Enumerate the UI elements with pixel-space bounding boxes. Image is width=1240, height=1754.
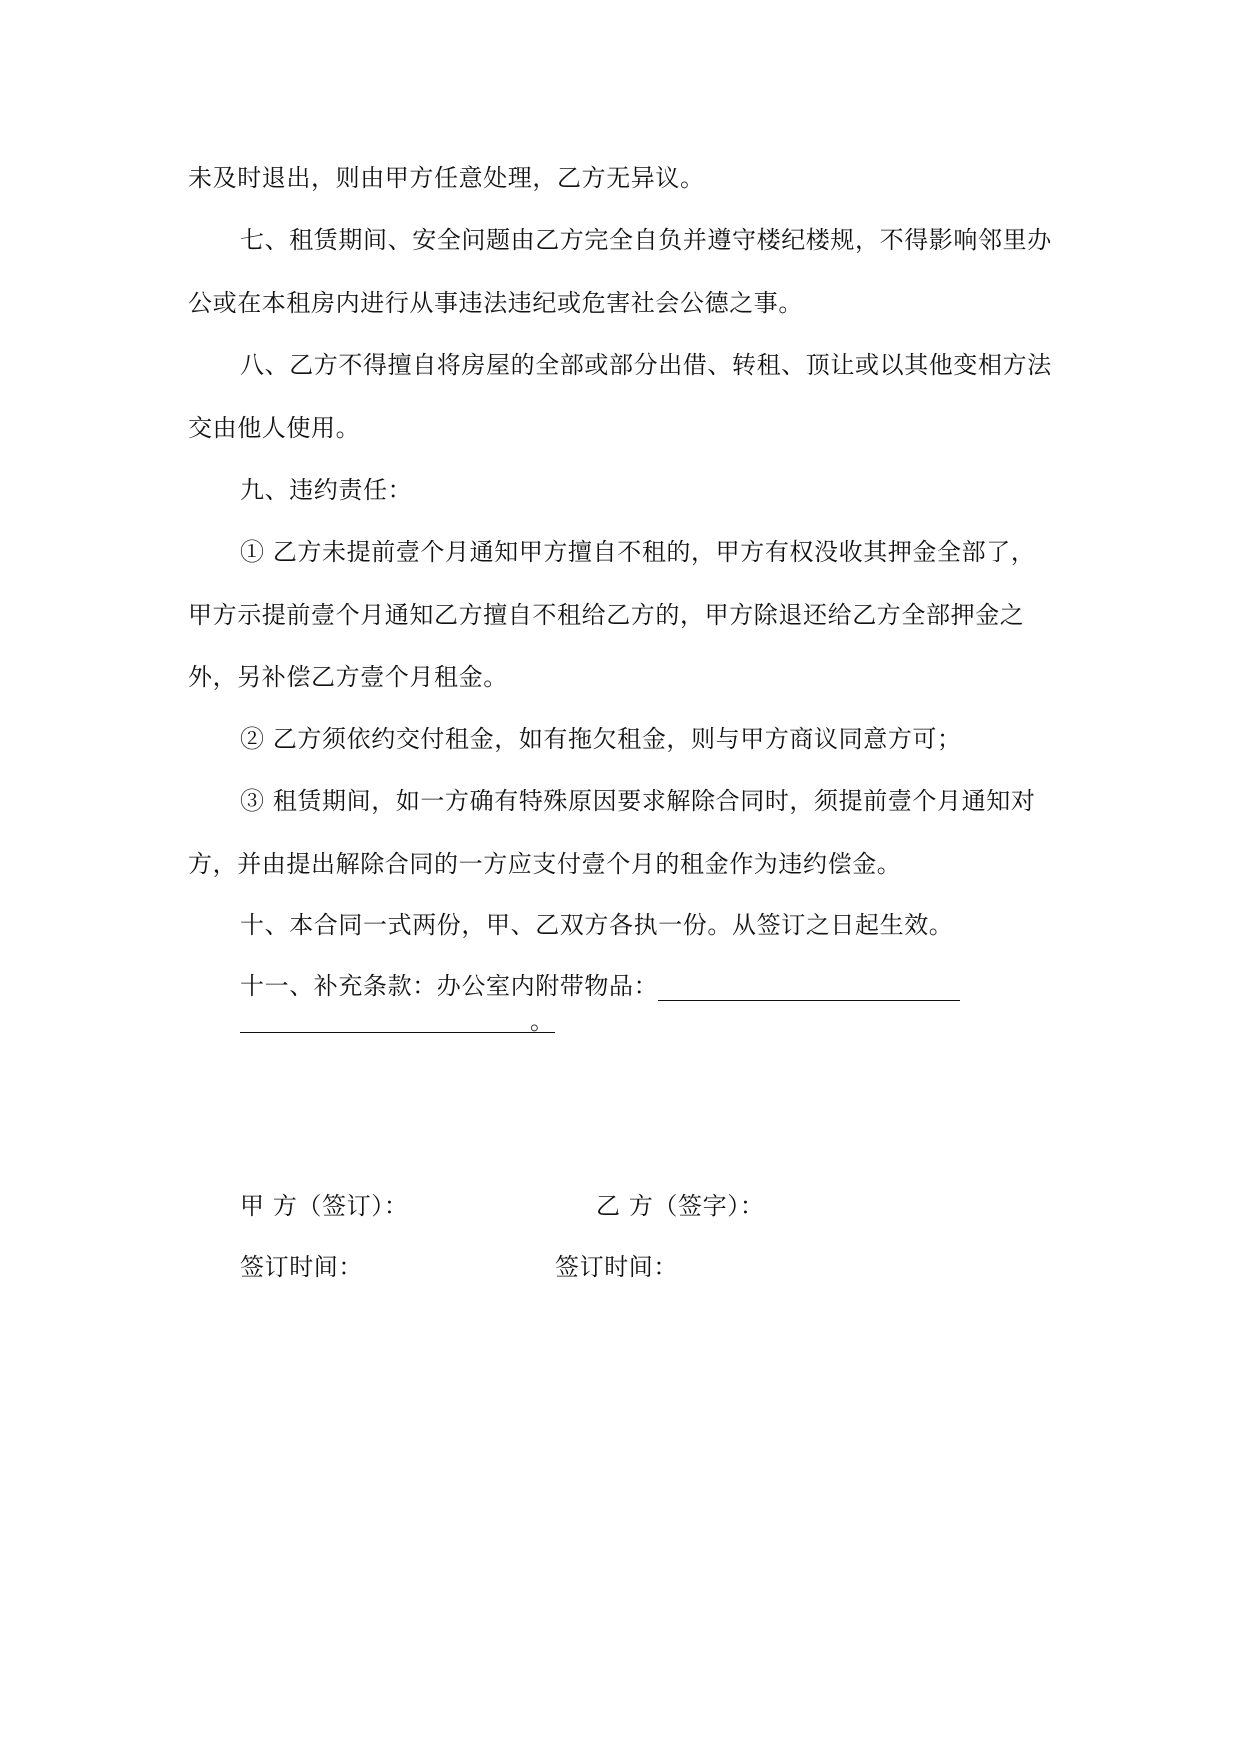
clause-11 bbox=[240, 971, 960, 1001]
text-line: 公或在本租房内进行从事违法违纪或危害社会公德之事。 bbox=[188, 289, 803, 317]
text-line: 外，另补偿乙方壹个月租金。 bbox=[188, 663, 508, 691]
party-b-sign-label: 乙 方（签字）： bbox=[596, 1192, 765, 1220]
clause-9-item-1: ① 乙方未提前壹个月通知甲方擅自不租的，甲方有权没收其押金全部了， bbox=[240, 538, 1036, 566]
supplementary-items-blank-2 bbox=[240, 1006, 530, 1033]
clause-7: 七、租赁期间、安全问题由乙方完全自负并遵守楼纪楼规，不得影响邻里办 bbox=[240, 226, 1052, 254]
text-line: 交由他人使用。 bbox=[188, 414, 361, 442]
text-line: 未及时退出，则由甲方任意处理，乙方无异议。 bbox=[188, 164, 705, 192]
supplementary-items-blank bbox=[658, 974, 960, 1001]
party-b-sign-time: 签订时间： bbox=[555, 1253, 678, 1281]
text-line: 甲方示提前壹个月通知乙方擅自不租给乙方的，甲方除退还给乙方全部押金之 bbox=[188, 601, 1025, 629]
clause-11-label: 十一、补充条款：办公室内附带物品： bbox=[240, 972, 659, 1000]
party-a-sign-label: 甲 方（签订）： bbox=[240, 1192, 409, 1220]
clause-9-item-3: ③ 租赁期间，如一方确有特殊原因要求解除合同时，须提前壹个月通知对 bbox=[240, 787, 1036, 815]
clause-10: 十、本合同一式两份，甲、乙双方各执一份。从签订之日起生效。 bbox=[240, 911, 954, 939]
text-line: 方，并由提出解除合同的一方应支付壹个月的租金作为违约偿金。 bbox=[188, 850, 902, 878]
clause-11-continuation bbox=[240, 1003, 555, 1033]
clause-11-end: 。 bbox=[530, 1007, 555, 1035]
clause-9: 九、违约责任： bbox=[240, 476, 413, 504]
clause-8: 八、乙方不得擅自将房屋的全部或部分出借、转租、顶让或以其他变相方法 bbox=[240, 351, 1052, 379]
party-a-sign-time: 签订时间： bbox=[240, 1253, 363, 1281]
clause-9-item-2: ② 乙方须依约交付租金，如有拖欠租金，则与甲方商议同意方可； bbox=[240, 725, 962, 753]
